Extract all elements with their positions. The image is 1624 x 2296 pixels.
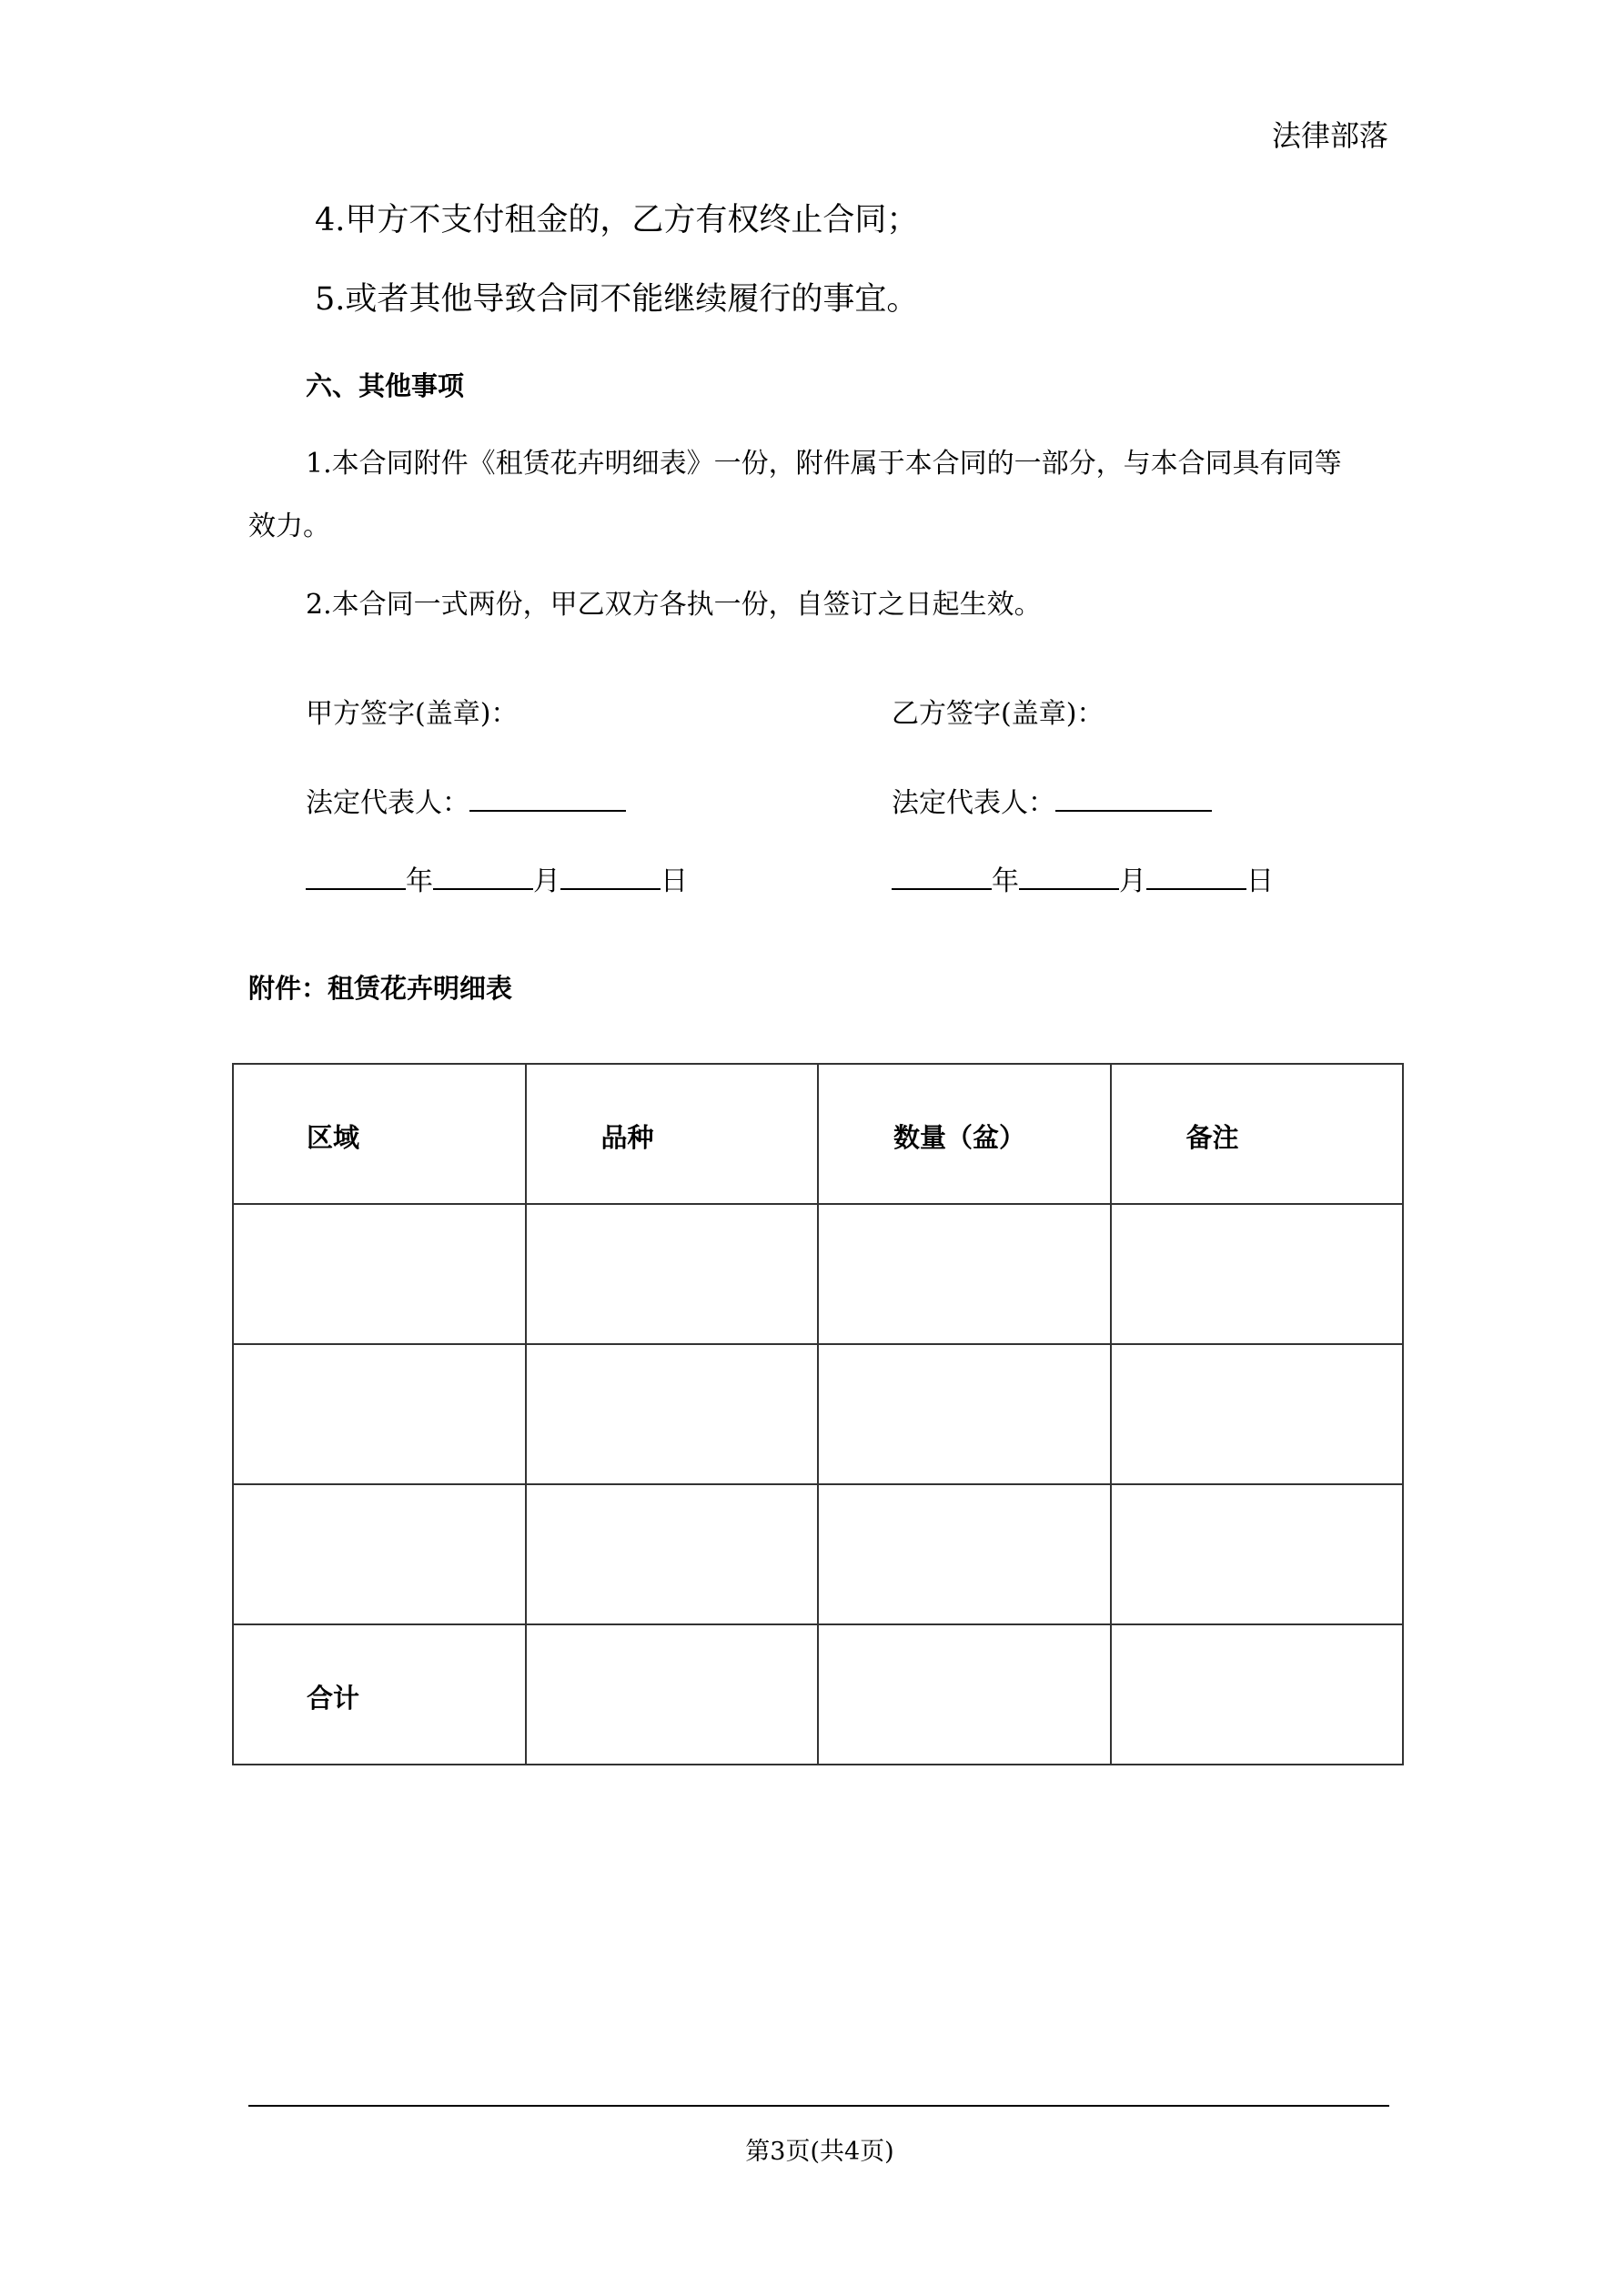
paragraph-2: 2.本合同一式两份，甲乙双方各执一份，自签订之日起生效。	[306, 589, 1042, 621]
party-b-rep-blank	[1055, 786, 1212, 812]
column-header-variety: 品种	[600, 1122, 654, 1153]
year-label: 年	[406, 865, 433, 897]
table-cell[interactable]	[233, 1344, 526, 1484]
month-blank	[433, 865, 533, 890]
day-label: 日	[661, 865, 688, 897]
year-label: 年	[992, 865, 1019, 897]
party-a-rep-blank	[469, 786, 626, 812]
total-label: 合计	[307, 1683, 360, 1714]
table-total-row	[233, 1624, 1403, 1765]
table-cell[interactable]	[818, 1344, 1111, 1484]
party-b-date	[892, 865, 1274, 895]
clause-item-4: 4.甲方不支付租金的，乙方有权终止合同；	[315, 202, 919, 238]
footer-divider	[248, 2105, 1389, 2107]
party-b-sign-label: 乙方签字(盖章)：	[892, 698, 1105, 730]
month-label: 月	[533, 865, 560, 897]
header-title: 法律部落	[1271, 118, 1388, 153]
party-a-rep	[306, 786, 626, 817]
table-cell[interactable]	[526, 1624, 819, 1765]
table-cell[interactable]	[818, 1624, 1111, 1765]
table-cell[interactable]	[1111, 1624, 1404, 1765]
paragraph-1-line-1: 1.本合同附件《租赁花卉明细表》一份，附件属于本合同的一部分，与本合同具有同等	[306, 448, 1342, 480]
party-a-rep-label: 法定代表人：	[306, 787, 469, 819]
table-header-row	[233, 1064, 1403, 1204]
table-row	[233, 1204, 1403, 1344]
year-blank	[892, 865, 992, 890]
table-row	[233, 1484, 1403, 1624]
table-cell[interactable]	[233, 1484, 526, 1624]
party-b-rep-label: 法定代表人：	[892, 787, 1055, 819]
year-blank	[306, 865, 406, 890]
flower-detail-table	[232, 1063, 1404, 1765]
party-b-rep	[892, 786, 1212, 817]
table-cell[interactable]	[1111, 1204, 1404, 1344]
table-cell[interactable]	[526, 1204, 819, 1344]
table-cell[interactable]	[233, 1204, 526, 1344]
appendix-title: 附件：租赁花卉明细表	[248, 973, 513, 1004]
section-heading: 六、其他事项	[306, 370, 465, 401]
page-number: 第3页(共4页)	[745, 2138, 894, 2166]
column-header-quantity: 数量（盆）	[893, 1122, 1026, 1153]
day-label: 日	[1246, 865, 1274, 897]
day-blank	[1146, 865, 1246, 890]
month-blank	[1019, 865, 1119, 890]
header-cell	[1111, 1064, 1404, 1204]
table-cell[interactable]	[526, 1484, 819, 1624]
table-row	[233, 1344, 1403, 1484]
table-cell[interactable]	[818, 1204, 1111, 1344]
header-cell	[526, 1064, 819, 1204]
total-label-cell	[233, 1624, 526, 1765]
header-cell	[233, 1064, 526, 1204]
day-blank	[560, 865, 661, 890]
paragraph-1-line-2: 效力。	[248, 511, 330, 542]
column-header-region: 区域	[307, 1122, 360, 1153]
month-label: 月	[1119, 865, 1146, 897]
party-a-sign-label: 甲方签字(盖章)：	[306, 698, 519, 730]
table-cell[interactable]	[1111, 1344, 1404, 1484]
column-header-notes: 备注	[1185, 1122, 1239, 1153]
table-cell[interactable]	[1111, 1484, 1404, 1624]
party-a-date	[306, 865, 688, 895]
table-cell[interactable]	[818, 1484, 1111, 1624]
clause-item-5: 5.或者其他导致合同不能继续履行的事宜。	[315, 281, 919, 318]
header-cell	[818, 1064, 1111, 1204]
table-cell[interactable]	[526, 1344, 819, 1484]
